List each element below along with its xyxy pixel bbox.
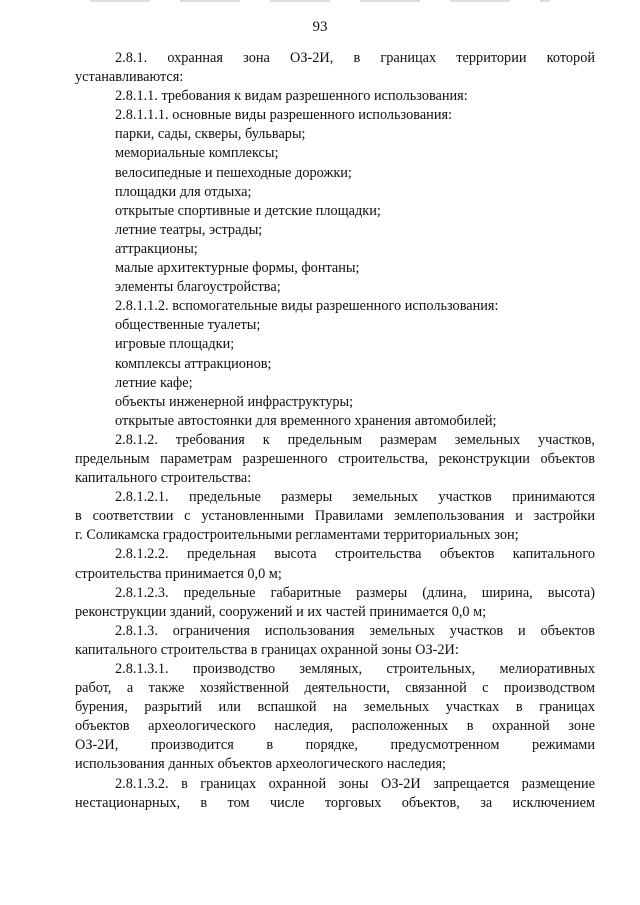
- text-line: летние кафе;: [115, 374, 193, 391]
- text-line: реконструкции зданий, сооружений и их частей принимается 0,0 м;: [75, 603, 487, 620]
- text-line: 2.8.1.3.1. производство земляных, строительных, мелиоративных: [115, 661, 595, 677]
- text-line: предельным параметрам разрешенного строительства, реконструкции объектов: [75, 450, 595, 467]
- text-line: 2.8.1.2.3. предельные габаритные размеры (длина, ширина, высота): [115, 584, 595, 601]
- text-line: велосипедные и пешеходные дорожки;: [115, 164, 352, 181]
- text-line: ОЗ-2И, производится в порядке, предусмотренном режимами: [75, 737, 595, 754]
- text-line: общественные туалеты;: [115, 317, 261, 334]
- text-line: нестационарных, в том числе торговых объектов, за исключением: [75, 794, 595, 811]
- text-line: 2.8.1.2.2. предельная высота строительства объектов капитального: [115, 546, 595, 563]
- text-line: 2.8.1. охранная зона ОЗ-2И, в границах территории которой: [115, 50, 595, 66]
- text-line: аттракционы;: [115, 240, 198, 257]
- text-line: 2.8.1.1.2. вспомогательные виды разрешенного использования:: [115, 298, 499, 315]
- text-line: игровые площадки;: [115, 336, 235, 353]
- text-line: г. Соликамска градостроительными регламентами территориальных зон;: [75, 527, 519, 544]
- text-line: парки, сады, скверы, бульвары;: [115, 126, 306, 143]
- text-line: капитального строительства:: [75, 470, 252, 487]
- text-line: устанавливаются:: [75, 69, 184, 86]
- text-line: работ, а также хозяйственной деятельности, связанной с производством: [75, 680, 595, 697]
- text-line: строительства принимается 0,0 м;: [75, 565, 282, 582]
- scan-edge-artifact: [90, 0, 550, 2]
- text-line: в соответствии с установленными Правилами землепользования и застройки: [75, 508, 595, 525]
- text-line: мемориальные комплексы;: [115, 145, 279, 162]
- text-line: 2.8.1.1.1. основные виды разрешенного использования:: [115, 107, 453, 124]
- text-line: объекты инженерной инфраструктуры;: [115, 393, 354, 410]
- text-line: бурения, разрытий или вспашкой на земельных участках в границах: [75, 699, 595, 716]
- text-line: элементы благоустройства;: [115, 279, 281, 296]
- text-line: 2.8.1.2.1. предельные размеры земельных участков принимаются: [115, 489, 595, 506]
- text-line: 2.8.1.3.2. в границах охранной зоны ОЗ-2И запрещается размещение: [115, 775, 595, 792]
- text-line: объектов археологического наследия, расположенных в охранной зоне: [75, 718, 595, 735]
- text-line: открытые автостоянки для временного хранения автомобилей;: [115, 412, 497, 429]
- text-line: 2.8.1.1. требования к видам разрешенного использования:: [115, 88, 468, 105]
- text-line: капитального строительства в границах охранной зоны ОЗ-2И:: [75, 641, 459, 658]
- text-line: 2.8.1.2. требования к предельным размерам земельных участков,: [115, 431, 595, 448]
- text-line: комплексы аттракционов;: [115, 355, 272, 372]
- text-line: летние театры, эстрады;: [115, 221, 263, 238]
- text-line: площадки для отдыха;: [115, 183, 252, 200]
- text-line: 2.8.1.3. ограничения использования земельных участков и объектов: [115, 622, 595, 639]
- text-line: открытые спортивные и детские площадки;: [115, 202, 381, 219]
- text-line: малые архитектурные формы, фонтаны;: [115, 260, 360, 277]
- text-line: использования данных объектов археологического наследия;: [75, 756, 447, 773]
- document-body: [75, 49, 595, 813]
- page-number: 93: [312, 19, 328, 35]
